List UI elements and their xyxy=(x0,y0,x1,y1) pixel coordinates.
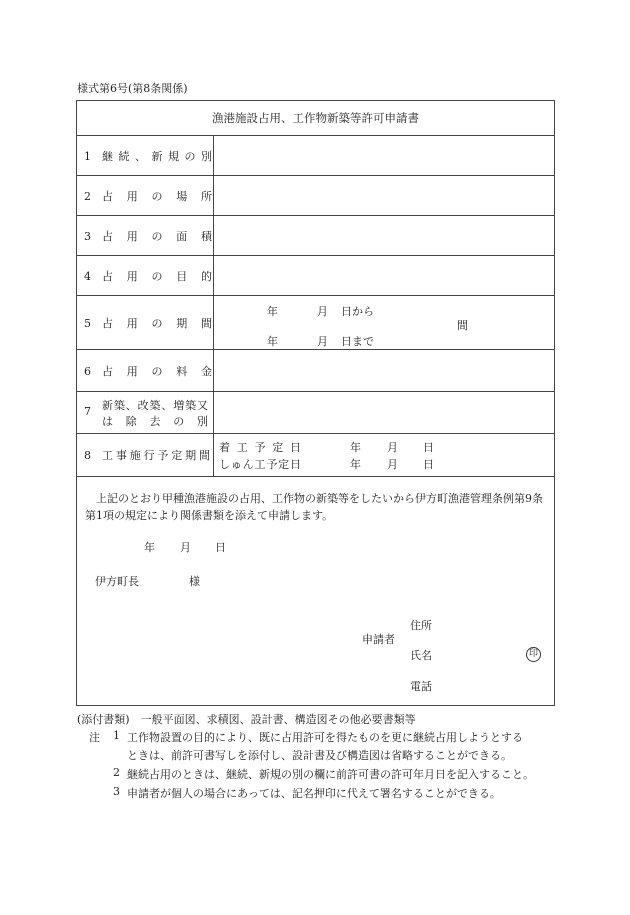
applicant-name-label: 氏名 xyxy=(410,649,432,662)
note-1-number: 1 xyxy=(113,729,120,742)
period-to-day: 日まで xyxy=(341,335,374,348)
note-2-number: 2 xyxy=(113,766,120,779)
period-from-year: 年 xyxy=(267,305,278,318)
period-from-day: 日から xyxy=(341,305,374,318)
row-divider xyxy=(77,476,554,477)
applicant-phone-label: 電話 xyxy=(410,680,432,693)
construction-start-month: 月 xyxy=(387,441,398,454)
application-statement: 上記のとおり甲種漁港施設の占用、工作物の新築等をしたいから伊方町漁港管理条例第9条第1項の規定により関係書類を添えて申請します。 xyxy=(85,492,543,522)
notes-label: 注 xyxy=(89,731,100,744)
form-reference: 様式第6号(第8条関係) xyxy=(77,82,188,95)
construction-end-day: 日 xyxy=(423,458,434,471)
period-to-month: 月 xyxy=(317,335,328,348)
note-1-line2: ときは、前許可書写しを添付し、設計書及び構造図は省略することができる。 xyxy=(127,749,512,762)
attachments-note: (添付書類) 一般平面図、求積図、設計書、構造図その他必要書類等 xyxy=(77,713,416,726)
application-year: 年 xyxy=(144,541,155,554)
row-label-5: 5 占用の期間 xyxy=(84,317,212,330)
note-3-line1: 申請者が個人の場合にあっては、記名押印に代えて署名することができる。 xyxy=(127,787,501,800)
row-label-8: 8 工事施行予定期間 xyxy=(84,449,210,462)
application-month: 月 xyxy=(180,541,191,554)
addressee-honorific: 様 xyxy=(189,575,200,588)
period-to-year: 年 xyxy=(267,335,278,348)
row-divider xyxy=(77,135,554,136)
applicant-address-label: 住所 xyxy=(410,619,432,632)
row-label-3: 3 占用の面積 xyxy=(84,230,212,243)
row-divider xyxy=(77,349,554,350)
row-divider xyxy=(77,295,554,296)
note-2-line1: 継続占用のときは、継続、新規の別の欄に前許可書の許可年月日を記入すること。 xyxy=(127,768,534,781)
row-divider xyxy=(77,175,554,176)
application-form xyxy=(76,100,555,706)
row-label-6: 6 占用の料金 xyxy=(84,365,212,378)
column-divider xyxy=(213,135,214,476)
construction-start-year: 年 xyxy=(350,441,361,454)
form-title: 漁港施設占用、工作物新築等許可申請書 xyxy=(212,111,419,125)
applicant-label: 申請者 xyxy=(362,633,395,646)
period-between: 間 xyxy=(457,319,468,332)
note-1-line1: 工作物設置の目的により、既に占用許可を得たものを更に継続占用しようとする xyxy=(127,731,523,744)
row-label-4: 4 占用の目的 xyxy=(84,270,212,283)
row-label-1: 1 継続、新規の別 xyxy=(84,150,212,163)
application-day: 日 xyxy=(215,541,226,554)
construction-start-label: 着工予定日 xyxy=(219,441,301,454)
row-label-2: 2 占用の場所 xyxy=(84,190,212,203)
row-divider xyxy=(77,255,554,256)
construction-end-year: 年 xyxy=(350,458,361,471)
row-label-7-num: 7 xyxy=(84,405,91,418)
row-label-7-line2: は除去の別 xyxy=(102,415,208,428)
seal-icon: 印 xyxy=(526,647,541,662)
row-label-7-line1: 新築、改築、増築又 xyxy=(102,399,208,412)
construction-end-label: しゅん工予定日 xyxy=(219,458,301,471)
construction-end-month: 月 xyxy=(387,458,398,471)
period-from-month: 月 xyxy=(317,305,328,318)
addressee-name: 伊方町長 xyxy=(95,575,139,588)
row-divider xyxy=(77,391,554,392)
row-divider xyxy=(77,433,554,434)
row-divider xyxy=(77,215,554,216)
note-3-number: 3 xyxy=(113,785,120,798)
construction-start-day: 日 xyxy=(423,441,434,454)
